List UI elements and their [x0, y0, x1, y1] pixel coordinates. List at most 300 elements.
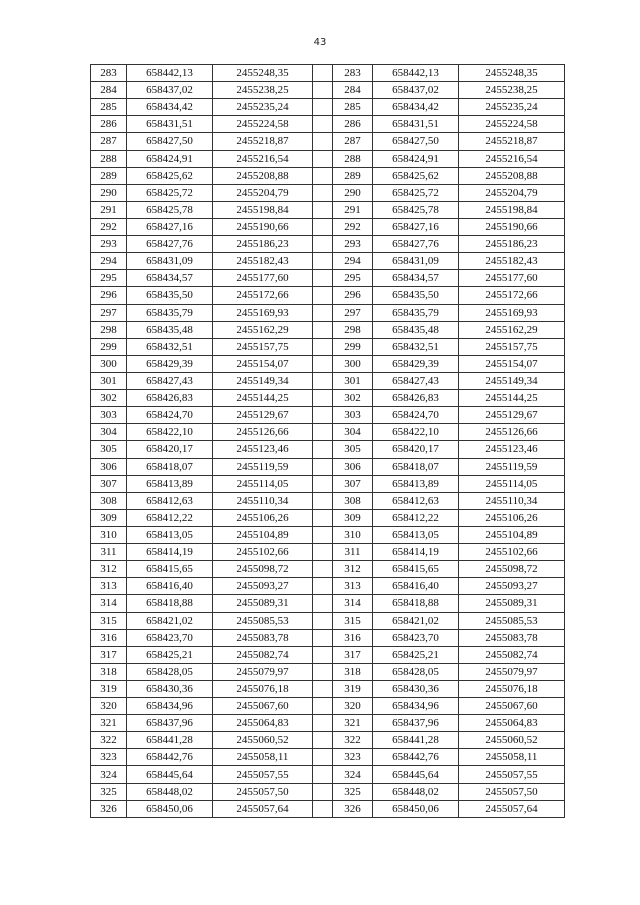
right-x-coordinate-cell: 658412,63 [373, 492, 459, 509]
right-x-coordinate-cell: 658418,88 [373, 595, 459, 612]
column-spacer [313, 698, 333, 715]
left-y-coordinate-cell: 2455076,18 [213, 680, 313, 697]
left-y-coordinate-cell: 2455235,24 [213, 99, 313, 116]
right-x-coordinate-cell: 658430,36 [373, 680, 459, 697]
right-y-coordinate-cell: 2455144,25 [459, 390, 565, 407]
right-y-coordinate-cell: 2455057,55 [459, 766, 565, 783]
right-x-coordinate-cell: 658435,50 [373, 287, 459, 304]
column-spacer [313, 475, 333, 492]
left-x-coordinate-cell: 658435,48 [127, 321, 213, 338]
left-y-coordinate-cell: 2455057,50 [213, 783, 313, 800]
left-x-coordinate-cell: 658445,64 [127, 766, 213, 783]
right-x-coordinate-cell: 658445,64 [373, 766, 459, 783]
right-x-coordinate-cell: 658413,05 [373, 526, 459, 543]
right-point-number-cell: 317 [333, 646, 373, 663]
right-y-coordinate-cell: 2455060,52 [459, 732, 565, 749]
right-y-coordinate-cell: 2455114,05 [459, 475, 565, 492]
left-x-coordinate-cell: 658418,07 [127, 458, 213, 475]
right-point-number-cell: 294 [333, 253, 373, 270]
left-point-number-cell: 293 [91, 236, 127, 253]
column-spacer [313, 304, 333, 321]
left-x-coordinate-cell: 658424,91 [127, 150, 213, 167]
left-x-coordinate-cell: 658437,96 [127, 715, 213, 732]
table-row [91, 253, 565, 270]
left-x-coordinate-cell: 658429,39 [127, 355, 213, 372]
left-y-coordinate-cell: 2455190,66 [213, 218, 313, 235]
right-point-number-cell: 314 [333, 595, 373, 612]
right-point-number-cell: 306 [333, 458, 373, 475]
column-spacer [313, 253, 333, 270]
left-y-coordinate-cell: 2455058,11 [213, 749, 313, 766]
right-x-coordinate-cell: 658427,16 [373, 218, 459, 235]
table-row [91, 167, 565, 184]
table-row [91, 287, 565, 304]
left-y-coordinate-cell: 2455089,31 [213, 595, 313, 612]
right-point-number-cell: 286 [333, 116, 373, 133]
left-y-coordinate-cell: 2455110,34 [213, 492, 313, 509]
right-point-number-cell: 295 [333, 270, 373, 287]
column-spacer [313, 201, 333, 218]
right-y-coordinate-cell: 2455057,64 [459, 800, 565, 817]
right-x-coordinate-cell: 658448,02 [373, 783, 459, 800]
table-row [91, 355, 565, 372]
column-spacer [313, 783, 333, 800]
left-point-number-cell: 316 [91, 629, 127, 646]
table-row [91, 783, 565, 800]
left-point-number-cell: 285 [91, 99, 127, 116]
left-x-coordinate-cell: 658435,50 [127, 287, 213, 304]
column-spacer [313, 99, 333, 116]
column-spacer [313, 116, 333, 133]
left-y-coordinate-cell: 2455172,66 [213, 287, 313, 304]
table-row [91, 441, 565, 458]
right-point-number-cell: 322 [333, 732, 373, 749]
table-row [91, 578, 565, 595]
left-x-coordinate-cell: 658434,42 [127, 99, 213, 116]
left-point-number-cell: 318 [91, 663, 127, 680]
left-point-number-cell: 298 [91, 321, 127, 338]
column-spacer [313, 321, 333, 338]
column-spacer [313, 749, 333, 766]
right-x-coordinate-cell: 658423,70 [373, 629, 459, 646]
coordinates-table [90, 64, 565, 818]
left-x-coordinate-cell: 658442,76 [127, 749, 213, 766]
table-row [91, 715, 565, 732]
right-x-coordinate-cell: 658434,57 [373, 270, 459, 287]
left-x-coordinate-cell: 658427,43 [127, 372, 213, 389]
left-x-coordinate-cell: 658434,96 [127, 698, 213, 715]
right-y-coordinate-cell: 2455064,83 [459, 715, 565, 732]
right-point-number-cell: 326 [333, 800, 373, 817]
table-row [91, 509, 565, 526]
table-row [91, 595, 565, 612]
column-spacer [313, 646, 333, 663]
left-x-coordinate-cell: 658437,02 [127, 82, 213, 99]
right-x-coordinate-cell: 658427,43 [373, 372, 459, 389]
table-row [91, 116, 565, 133]
column-spacer [313, 441, 333, 458]
right-x-coordinate-cell: 658435,79 [373, 304, 459, 321]
table-row [91, 82, 565, 99]
left-x-coordinate-cell: 658427,16 [127, 218, 213, 235]
left-y-coordinate-cell: 2455224,58 [213, 116, 313, 133]
right-point-number-cell: 318 [333, 663, 373, 680]
left-point-number-cell: 286 [91, 116, 127, 133]
right-x-coordinate-cell: 658437,02 [373, 82, 459, 99]
right-y-coordinate-cell: 2455157,75 [459, 338, 565, 355]
left-point-number-cell: 283 [91, 65, 127, 82]
left-point-number-cell: 297 [91, 304, 127, 321]
left-x-coordinate-cell: 658427,50 [127, 133, 213, 150]
left-y-coordinate-cell: 2455149,34 [213, 372, 313, 389]
right-x-coordinate-cell: 658442,13 [373, 65, 459, 82]
left-y-coordinate-cell: 2455129,67 [213, 407, 313, 424]
left-x-coordinate-cell: 658425,78 [127, 201, 213, 218]
column-spacer [313, 407, 333, 424]
right-point-number-cell: 319 [333, 680, 373, 697]
left-y-coordinate-cell: 2455126,66 [213, 424, 313, 441]
right-x-coordinate-cell: 658428,05 [373, 663, 459, 680]
right-x-coordinate-cell: 658427,76 [373, 236, 459, 253]
right-point-number-cell: 285 [333, 99, 373, 116]
left-y-coordinate-cell: 2455106,26 [213, 509, 313, 526]
left-x-coordinate-cell: 658413,05 [127, 526, 213, 543]
right-y-coordinate-cell: 2455162,29 [459, 321, 565, 338]
left-x-coordinate-cell: 658425,62 [127, 167, 213, 184]
page-number: 43 [313, 37, 327, 48]
right-x-coordinate-cell: 658442,76 [373, 749, 459, 766]
table-row [91, 475, 565, 492]
right-x-coordinate-cell: 658424,70 [373, 407, 459, 424]
coordinates-table-body [91, 65, 565, 818]
right-point-number-cell: 290 [333, 184, 373, 201]
right-y-coordinate-cell: 2455235,24 [459, 99, 565, 116]
right-point-number-cell: 305 [333, 441, 373, 458]
column-spacer [313, 133, 333, 150]
right-x-coordinate-cell: 658434,96 [373, 698, 459, 715]
table-row [91, 766, 565, 783]
right-x-coordinate-cell: 658413,89 [373, 475, 459, 492]
left-x-coordinate-cell: 658430,36 [127, 680, 213, 697]
right-x-coordinate-cell: 658425,78 [373, 201, 459, 218]
right-point-number-cell: 293 [333, 236, 373, 253]
left-point-number-cell: 323 [91, 749, 127, 766]
right-point-number-cell: 298 [333, 321, 373, 338]
column-spacer [313, 167, 333, 184]
right-x-coordinate-cell: 658450,06 [373, 800, 459, 817]
left-x-coordinate-cell: 658414,19 [127, 544, 213, 561]
right-point-number-cell: 296 [333, 287, 373, 304]
column-spacer [313, 612, 333, 629]
right-x-coordinate-cell: 658412,22 [373, 509, 459, 526]
left-point-number-cell: 325 [91, 783, 127, 800]
right-y-coordinate-cell: 2455172,66 [459, 287, 565, 304]
table-row [91, 424, 565, 441]
left-point-number-cell: 292 [91, 218, 127, 235]
column-spacer [313, 338, 333, 355]
table-row [91, 150, 565, 167]
table-row [91, 270, 565, 287]
table-row [91, 663, 565, 680]
left-x-coordinate-cell: 658428,05 [127, 663, 213, 680]
left-point-number-cell: 311 [91, 544, 127, 561]
left-point-number-cell: 287 [91, 133, 127, 150]
left-y-coordinate-cell: 2455057,64 [213, 800, 313, 817]
table-row [91, 338, 565, 355]
right-y-coordinate-cell: 2455089,31 [459, 595, 565, 612]
left-y-coordinate-cell: 2455216,54 [213, 150, 313, 167]
table-row [91, 304, 565, 321]
left-y-coordinate-cell: 2455204,79 [213, 184, 313, 201]
left-point-number-cell: 314 [91, 595, 127, 612]
column-spacer [313, 492, 333, 509]
column-spacer [313, 236, 333, 253]
right-point-number-cell: 309 [333, 509, 373, 526]
right-y-coordinate-cell: 2455123,46 [459, 441, 565, 458]
table-row [91, 749, 565, 766]
right-y-coordinate-cell: 2455248,35 [459, 65, 565, 82]
right-y-coordinate-cell: 2455098,72 [459, 561, 565, 578]
right-y-coordinate-cell: 2455119,59 [459, 458, 565, 475]
right-point-number-cell: 302 [333, 390, 373, 407]
table-row [91, 99, 565, 116]
left-y-coordinate-cell: 2455157,75 [213, 338, 313, 355]
right-y-coordinate-cell: 2455218,87 [459, 133, 565, 150]
right-y-coordinate-cell: 2455149,34 [459, 372, 565, 389]
right-point-number-cell: 324 [333, 766, 373, 783]
right-y-coordinate-cell: 2455082,74 [459, 646, 565, 663]
left-y-coordinate-cell: 2455104,89 [213, 526, 313, 543]
left-point-number-cell: 296 [91, 287, 127, 304]
column-spacer [313, 732, 333, 749]
left-point-number-cell: 310 [91, 526, 127, 543]
left-x-coordinate-cell: 658432,51 [127, 338, 213, 355]
left-y-coordinate-cell: 2455102,66 [213, 544, 313, 561]
left-y-coordinate-cell: 2455085,53 [213, 612, 313, 629]
left-point-number-cell: 317 [91, 646, 127, 663]
table-row [91, 646, 565, 663]
right-point-number-cell: 283 [333, 65, 373, 82]
left-x-coordinate-cell: 658431,09 [127, 253, 213, 270]
right-y-coordinate-cell: 2455093,27 [459, 578, 565, 595]
left-x-coordinate-cell: 658422,10 [127, 424, 213, 441]
right-point-number-cell: 291 [333, 201, 373, 218]
left-y-coordinate-cell: 2455154,07 [213, 355, 313, 372]
column-spacer [313, 663, 333, 680]
right-point-number-cell: 287 [333, 133, 373, 150]
right-point-number-cell: 301 [333, 372, 373, 389]
right-x-coordinate-cell: 658422,10 [373, 424, 459, 441]
left-y-coordinate-cell: 2455098,72 [213, 561, 313, 578]
right-point-number-cell: 308 [333, 492, 373, 509]
right-y-coordinate-cell: 2455224,58 [459, 116, 565, 133]
right-point-number-cell: 325 [333, 783, 373, 800]
right-x-coordinate-cell: 658415,65 [373, 561, 459, 578]
right-point-number-cell: 304 [333, 424, 373, 441]
left-point-number-cell: 295 [91, 270, 127, 287]
right-point-number-cell: 303 [333, 407, 373, 424]
left-x-coordinate-cell: 658418,88 [127, 595, 213, 612]
left-x-coordinate-cell: 658435,79 [127, 304, 213, 321]
right-y-coordinate-cell: 2455208,88 [459, 167, 565, 184]
right-point-number-cell: 297 [333, 304, 373, 321]
left-point-number-cell: 312 [91, 561, 127, 578]
column-spacer [313, 629, 333, 646]
right-point-number-cell: 316 [333, 629, 373, 646]
left-point-number-cell: 303 [91, 407, 127, 424]
left-y-coordinate-cell: 2455060,52 [213, 732, 313, 749]
right-point-number-cell: 323 [333, 749, 373, 766]
right-x-coordinate-cell: 658437,96 [373, 715, 459, 732]
table-row [91, 236, 565, 253]
left-x-coordinate-cell: 658441,28 [127, 732, 213, 749]
right-y-coordinate-cell: 2455079,97 [459, 663, 565, 680]
table-row [91, 65, 565, 82]
left-x-coordinate-cell: 658421,02 [127, 612, 213, 629]
left-point-number-cell: 294 [91, 253, 127, 270]
left-y-coordinate-cell: 2455093,27 [213, 578, 313, 595]
right-x-coordinate-cell: 658421,02 [373, 612, 459, 629]
right-y-coordinate-cell: 2455182,43 [459, 253, 565, 270]
column-spacer [313, 561, 333, 578]
right-x-coordinate-cell: 658414,19 [373, 544, 459, 561]
left-y-coordinate-cell: 2455082,74 [213, 646, 313, 663]
right-point-number-cell: 310 [333, 526, 373, 543]
left-y-coordinate-cell: 2455064,83 [213, 715, 313, 732]
right-y-coordinate-cell: 2455057,50 [459, 783, 565, 800]
right-x-coordinate-cell: 658441,28 [373, 732, 459, 749]
table-row [91, 526, 565, 543]
right-point-number-cell: 321 [333, 715, 373, 732]
left-point-number-cell: 304 [91, 424, 127, 441]
left-x-coordinate-cell: 658413,89 [127, 475, 213, 492]
column-spacer [313, 766, 333, 783]
table-row [91, 201, 565, 218]
right-point-number-cell: 312 [333, 561, 373, 578]
right-y-coordinate-cell: 2455058,11 [459, 749, 565, 766]
right-x-coordinate-cell: 658429,39 [373, 355, 459, 372]
table-row [91, 390, 565, 407]
left-point-number-cell: 301 [91, 372, 127, 389]
table-row [91, 698, 565, 715]
right-point-number-cell: 289 [333, 167, 373, 184]
right-x-coordinate-cell: 658418,07 [373, 458, 459, 475]
table-row [91, 544, 565, 561]
left-x-coordinate-cell: 658431,51 [127, 116, 213, 133]
left-point-number-cell: 299 [91, 338, 127, 355]
right-y-coordinate-cell: 2455190,66 [459, 218, 565, 235]
left-point-number-cell: 320 [91, 698, 127, 715]
left-y-coordinate-cell: 2455114,05 [213, 475, 313, 492]
column-spacer [313, 680, 333, 697]
table-row [91, 458, 565, 475]
right-y-coordinate-cell: 2455198,84 [459, 201, 565, 218]
column-spacer [313, 458, 333, 475]
left-y-coordinate-cell: 2455162,29 [213, 321, 313, 338]
left-point-number-cell: 313 [91, 578, 127, 595]
column-spacer [313, 150, 333, 167]
left-y-coordinate-cell: 2455119,59 [213, 458, 313, 475]
left-point-number-cell: 322 [91, 732, 127, 749]
right-y-coordinate-cell: 2455104,89 [459, 526, 565, 543]
left-point-number-cell: 307 [91, 475, 127, 492]
left-point-number-cell: 288 [91, 150, 127, 167]
column-spacer [313, 424, 333, 441]
left-point-number-cell: 319 [91, 680, 127, 697]
right-y-coordinate-cell: 2455169,93 [459, 304, 565, 321]
right-x-coordinate-cell: 658425,72 [373, 184, 459, 201]
table-row [91, 612, 565, 629]
column-spacer [313, 218, 333, 235]
right-x-coordinate-cell: 658425,62 [373, 167, 459, 184]
right-point-number-cell: 315 [333, 612, 373, 629]
column-spacer [313, 544, 333, 561]
left-point-number-cell: 309 [91, 509, 127, 526]
right-y-coordinate-cell: 2455238,25 [459, 82, 565, 99]
left-point-number-cell: 305 [91, 441, 127, 458]
left-y-coordinate-cell: 2455218,87 [213, 133, 313, 150]
table-row [91, 372, 565, 389]
left-x-coordinate-cell: 658425,72 [127, 184, 213, 201]
table-row [91, 800, 565, 817]
left-point-number-cell: 308 [91, 492, 127, 509]
right-x-coordinate-cell: 658425,21 [373, 646, 459, 663]
right-y-coordinate-cell: 2455102,66 [459, 544, 565, 561]
column-spacer [313, 595, 333, 612]
column-spacer [313, 355, 333, 372]
table-row [91, 321, 565, 338]
right-point-number-cell: 313 [333, 578, 373, 595]
left-y-coordinate-cell: 2455079,97 [213, 663, 313, 680]
right-x-coordinate-cell: 658424,91 [373, 150, 459, 167]
right-point-number-cell: 288 [333, 150, 373, 167]
left-y-coordinate-cell: 2455248,35 [213, 65, 313, 82]
left-y-coordinate-cell: 2455208,88 [213, 167, 313, 184]
left-x-coordinate-cell: 658416,40 [127, 578, 213, 595]
table-row [91, 407, 565, 424]
left-y-coordinate-cell: 2455182,43 [213, 253, 313, 270]
left-point-number-cell: 289 [91, 167, 127, 184]
right-point-number-cell: 284 [333, 82, 373, 99]
left-point-number-cell: 315 [91, 612, 127, 629]
left-y-coordinate-cell: 2455083,78 [213, 629, 313, 646]
left-point-number-cell: 284 [91, 82, 127, 99]
column-spacer [313, 82, 333, 99]
right-x-coordinate-cell: 658427,50 [373, 133, 459, 150]
left-x-coordinate-cell: 658412,63 [127, 492, 213, 509]
right-point-number-cell: 299 [333, 338, 373, 355]
right-x-coordinate-cell: 658432,51 [373, 338, 459, 355]
column-spacer [313, 287, 333, 304]
table-row [91, 133, 565, 150]
left-y-coordinate-cell: 2455057,55 [213, 766, 313, 783]
right-y-coordinate-cell: 2455076,18 [459, 680, 565, 697]
left-x-coordinate-cell: 658424,70 [127, 407, 213, 424]
right-point-number-cell: 307 [333, 475, 373, 492]
left-point-number-cell: 326 [91, 800, 127, 817]
left-point-number-cell: 321 [91, 715, 127, 732]
table-row [91, 732, 565, 749]
left-point-number-cell: 324 [91, 766, 127, 783]
left-y-coordinate-cell: 2455123,46 [213, 441, 313, 458]
column-spacer [313, 509, 333, 526]
left-x-coordinate-cell: 658434,57 [127, 270, 213, 287]
left-y-coordinate-cell: 2455169,93 [213, 304, 313, 321]
right-point-number-cell: 311 [333, 544, 373, 561]
left-y-coordinate-cell: 2455198,84 [213, 201, 313, 218]
right-y-coordinate-cell: 2455110,34 [459, 492, 565, 509]
column-spacer [313, 390, 333, 407]
